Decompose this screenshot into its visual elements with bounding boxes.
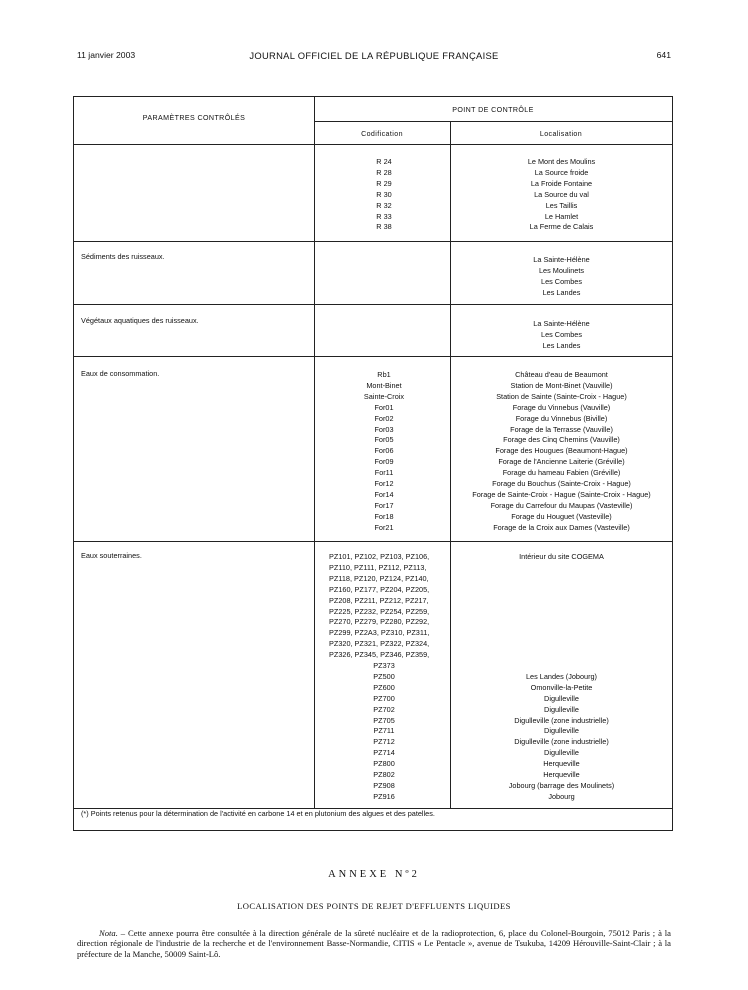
code-cell: Rb1 — [377, 370, 391, 379]
loc-cell: Les Landes — [542, 287, 581, 297]
loc-cell: Forage de l'Ancienne Laiterie (Gréville) — [498, 457, 625, 467]
col-header-code: Codification — [361, 130, 403, 138]
loc-cell: Forage du Houguet (Vasteville) — [511, 511, 612, 521]
code-list — [314, 661, 454, 803]
nota-text: – Cette annexe pourra être consultée à la direction générale de la sûreté nucléaire et de la radioprotection, 6, place du Colonel-Bourgoin, 75012 Paris ; à la direction régionale de l'industrie de la recherche et de l'environnement Basse-Normandie, CITIS « Le Pentacle », avenue de Tsukuba, 14209 Hérouville-Saint-Clair ; à la préfecture de la Manche, 50009 Saint-Lô. — [77, 928, 671, 959]
row-line-1 — [74, 241, 672, 242]
table-footnote: (*) Points retenus pour la détermination de l'activité en carbone 14 et en plutonium des algues et des patelles. — [81, 809, 435, 818]
pz-line: PZ110, PZ111, PZ112, PZ113, — [329, 562, 427, 572]
header-split-line — [314, 121, 672, 122]
loc-cell: Les Moulinets — [538, 265, 585, 275]
header-page-number: 641 — [656, 50, 671, 60]
code-cell: For01 — [374, 402, 394, 412]
code-cell: PZ916 — [373, 791, 395, 801]
annex-subtitle: LOCALISATION DES POINTS DE REJET D'EFFLUENTS LIQUIDES — [237, 901, 511, 911]
code-cell: For05 — [374, 435, 394, 445]
code-cell: For06 — [374, 446, 394, 456]
code-cell: PZ373 — [373, 661, 395, 670]
loc-cell: Intérieur du site COGEMA — [519, 552, 604, 561]
loc-cell: Forage de la Terrasse (Vauville) — [510, 424, 613, 434]
pz-line: PZ326, PZ345, PZ346, PZ359, — [329, 650, 430, 660]
param-label: Eaux de consommation. — [81, 369, 160, 378]
pz-line: PZ270, PZ279, PZ280, PZ292, — [329, 617, 430, 627]
loc-cell: Station de Sainte (Sainte-Croix - Hague) — [496, 391, 627, 401]
code-list — [314, 157, 454, 233]
loc-cell: Digulleville — [544, 693, 579, 703]
code-cell: PZ600 — [373, 682, 395, 692]
loc-cell: Digulleville — [544, 748, 579, 758]
loc-cell: Digulleville — [544, 726, 579, 736]
code-cell: R 33 — [376, 211, 392, 221]
loc-cell: Forage du Carrefour du Maupas (Vasteville) — [490, 500, 633, 510]
loc-cell: Digulleville (zone industrielle) — [514, 715, 609, 725]
code-cell: For09 — [374, 457, 394, 467]
header-bottom-line — [74, 144, 672, 145]
pz-line: PZ299, PZ2A3, PZ310, PZ311, — [329, 628, 430, 638]
loc-cell: Le Hamlet — [544, 211, 579, 221]
param-label: Sédiments des ruisseaux. — [81, 252, 165, 261]
loc-cell: Les Combes — [541, 276, 582, 286]
loc-cell: La Ferme de Calais — [529, 222, 594, 232]
loc-cell: La Sainte-Hélène — [533, 255, 590, 264]
pz-line: PZ101, PZ102, PZ103, PZ106, — [329, 552, 430, 561]
code-cell: R 28 — [376, 167, 392, 177]
pz-code-block — [329, 552, 429, 661]
loc-cell: Digulleville — [544, 704, 579, 714]
code-list — [314, 370, 454, 534]
code-cell: For03 — [374, 424, 394, 434]
col-header-param: PARAMÈTRES CONTRÔLÉS — [142, 114, 246, 122]
param-label: Végétaux aquatiques des ruisseaux. — [81, 316, 199, 325]
pz-line: PZ320, PZ321, PZ322, PZ324, — [329, 639, 430, 649]
loc-cell: Herqueville — [543, 770, 580, 780]
loc-cell: Château d'eau de Beaumont — [515, 370, 608, 379]
loc-cell: Les Taillis — [545, 200, 578, 210]
loc-list — [451, 370, 672, 534]
loc-cell: Forage de la Croix aux Dames (Vasteville) — [493, 522, 630, 532]
loc-cell: La Froide Fontaine — [530, 178, 593, 188]
loc-cell — [451, 661, 672, 672]
code-cell: PZ908 — [373, 780, 395, 790]
code-cell: For14 — [374, 489, 394, 499]
code-cell: For17 — [374, 500, 394, 510]
col-header-loc: Localisation — [539, 130, 583, 138]
code-cell: R 24 — [376, 157, 392, 166]
pz-line: PZ225, PZ232, PZ254, PZ259, — [329, 606, 430, 616]
pz-line: PZ160, PZ177, PZ204, PZ205, — [329, 584, 430, 594]
loc-cell: Jobourg — [548, 791, 575, 801]
annex-title: ANNEXE Nº2 — [328, 869, 420, 880]
loc-cell: Herqueville — [543, 759, 580, 769]
nota-paragraph — [77, 928, 671, 959]
code-cell: PZ802 — [373, 770, 395, 780]
loc-cell: La Sainte-Hélène — [533, 319, 590, 328]
code-cell: R 29 — [376, 178, 392, 188]
loc-list — [451, 661, 672, 803]
control-table — [73, 96, 673, 831]
nota-label: Nota. — [99, 928, 118, 938]
loc-cell: La Source du val — [534, 189, 589, 199]
param-label: Eaux souterraines. — [81, 551, 142, 560]
loc-cell: Forage du Vinnebus (Biville) — [515, 413, 608, 423]
code-cell: For18 — [374, 511, 394, 521]
loc-cell: Digulleville (zone industrielle) — [514, 737, 609, 747]
code-cell: Mont-Binet — [366, 380, 402, 390]
code-cell: For21 — [374, 522, 394, 532]
loc-cell: Omonville-la-Petite — [530, 682, 593, 692]
code-cell: PZ711 — [373, 726, 395, 736]
loc-cell: Forage du Bouchus (Sainte-Croix - Hague) — [492, 479, 631, 489]
loc-cell: Forage du hameau Fabien (Gréville) — [502, 468, 621, 478]
code-cell: For12 — [374, 479, 394, 489]
code-cell: Sainte-Croix — [363, 391, 405, 401]
loc-cell: Jobourg (barrage des Moulinets) — [508, 780, 615, 790]
code-cell: R 30 — [376, 189, 392, 199]
code-cell: For02 — [374, 413, 394, 423]
code-cell: PZ500 — [373, 671, 395, 681]
loc-cell: La Source froide — [534, 167, 589, 177]
code-cell: PZ700 — [373, 693, 395, 703]
loc-cell: Forage des Hougues (Beaumont-Hague) — [495, 446, 628, 456]
loc-cell: Forage des Cinq Chemins (Vauville) — [503, 435, 620, 445]
code-cell: PZ702 — [373, 704, 395, 714]
loc-list — [451, 255, 672, 299]
loc-cell: Les Landes (Jobourg) — [526, 671, 597, 681]
loc-cell: Forage du Vinnebus (Vauville) — [512, 402, 611, 412]
header-journal-title: JOURNAL OFFICIEL DE LA RÉPUBLIQUE FRANÇAISE — [249, 50, 499, 61]
code-cell: PZ705 — [373, 715, 395, 725]
loc-cell: Les Combes — [541, 329, 582, 339]
row-line-3 — [74, 356, 672, 357]
header-date: 11 janvier 2003 — [77, 50, 136, 60]
code-cell: PZ712 — [373, 737, 395, 747]
col-header-point: POINT DE CONTRÔLE — [452, 106, 534, 114]
loc-cell: Station de Mont-Binet (Vauville) — [510, 380, 613, 390]
page-header — [77, 50, 671, 64]
loc-cell: Le Mont des Moulins — [527, 157, 596, 166]
code-cell: PZ714 — [373, 748, 395, 758]
code-cell: R 38 — [376, 222, 392, 232]
loc-list — [451, 319, 672, 352]
code-cell: R 32 — [376, 200, 392, 210]
pz-line: PZ208, PZ211, PZ212, PZ217, — [329, 595, 429, 605]
loc-cell: Les Landes — [542, 340, 581, 350]
pz-line: PZ118, PZ120, PZ124, PZ140, — [329, 573, 429, 583]
row-line-2 — [74, 304, 672, 305]
code-cell: For11 — [374, 468, 394, 478]
loc-list — [451, 157, 672, 233]
code-cell: PZ800 — [373, 759, 395, 769]
loc-cell: Forage de Sainte-Croix - Hague (Sainte-Croix - Hague) — [472, 489, 651, 499]
row-line-4 — [74, 541, 672, 542]
